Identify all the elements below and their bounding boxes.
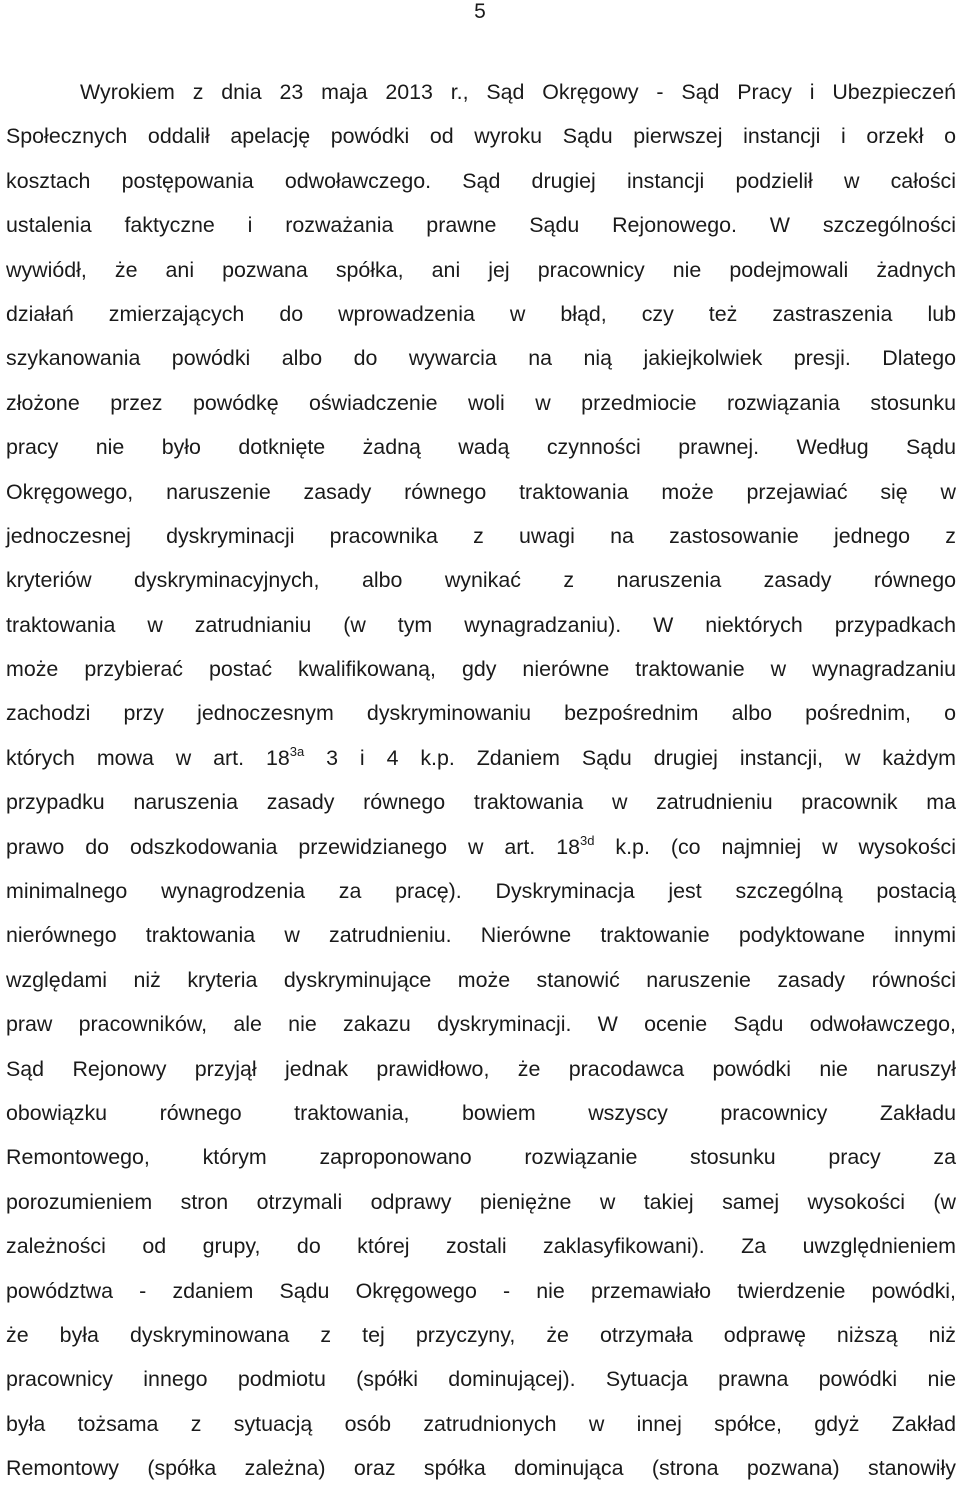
text-line: obowiązku równego traktowania, bowiem wszyscy pracownicy Zakładu [6,1100,956,1125]
text-line: minimalnego wynagrodzenia za pracę). Dyskryminacja jest szczególną postacią [6,879,956,904]
text-line: złożone przez powódkę oświadczenie woli w przedmiocie rozwiązania stosunku [6,390,956,415]
text-line: traktowania w zatrudnianiu (w tym wynagradzaniu). W niektórych przypadkach [6,612,956,637]
body-paragraph [6,70,956,1491]
text-line: porozumieniem stron otrzymali odprawy pieniężne w takiej samej wysokości (w [6,1189,956,1214]
text-line: pracownicy innego podmiotu (spółki dominującej). Sytuacja prawna powódki nie [6,1367,956,1392]
text-line: Okręgowego, naruszenie zasady równego traktowania może przejawiać się w [6,479,956,504]
text-line: Remontowy (spółka zależna) oraz spółka dominująca (strona pozwana) stanowiły [6,1456,956,1481]
text-segment: 3 i 4 k.p. Zdaniem Sądu drugiej instancji, w każdym [304,745,956,770]
text-line: Sąd Rejonowy przyjął jednak prawidłowo, że pracodawca powódki nie naruszył [6,1056,956,1081]
text-line: nierównego traktowania w zatrudnieniu. Nierówne traktowanie podyktowane innymi [6,923,956,948]
article-superscript: 3d [580,832,595,848]
text-line: była tożsama z sytuacją osób zatrudnionych w innej spółce, gdyż Zakład [6,1411,956,1436]
text-line: może przybierać postać kwalifikowaną, gdy nierówne traktowanie w wynagradzaniu [6,657,956,682]
text-segment: których mowa w art. 18 [6,745,290,770]
article-superscript: 3a [289,743,305,759]
text-segment: k.p. (co najmniej w wysokości [594,834,956,859]
text-line: kosztach postępowania odwoławczego. Sąd drugiej instancji podzielił w całości [6,168,956,193]
text-line: że była dyskryminowana z tej przyczyny, że otrzymała odprawę niższą niż [6,1322,956,1347]
text-line: wywiódł, że ani pozwana spółka, ani jej pracownicy nie podejmowali żadnych [6,257,956,282]
text-line: zależności od grupy, do której zostali zaklasyfikowani). Za uwzględnieniem [6,1234,956,1259]
text-line: Wyrokiem z dnia 23 maja 2013 r., Sąd Okręgowy - Sąd Pracy i Ubezpieczeń [80,80,956,104]
text-line: szykanowania powódki albo do wywarcia na nią jakiejkolwiek presji. Dlatego [6,346,956,371]
text-line: działań zmierzających do wprowadzenia w błąd, czy też zastraszenia lub [6,301,956,326]
text-line: praw pracowników, ale nie zakazu dyskryminacji. W ocenie Sądu odwoławczego, [6,1012,956,1037]
text-segment: prawo do odszkodowania przewidzianego w art. 18 [6,834,580,859]
text-line: pracy nie było dotknięte żadną wadą czynności prawnej. Według Sądu [6,435,956,460]
text-line: kryteriów dyskryminacyjnych, albo wynikać z naruszenia zasady równego [6,568,956,593]
text-line: zachodzi przy jednoczesnym dyskryminowaniu bezpośrednim albo pośrednim, o [6,701,956,726]
text-line: Remontowego, którym zaproponowano rozwiązanie stosunku pracy za [6,1145,956,1170]
text-line: względami niż kryteria dyskryminujące może stanowić naruszenie zasady równości [6,967,956,992]
text-line-with-superscript [6,825,956,869]
text-line-with-superscript [6,736,956,780]
text-line: przypadku naruszenia zasady równego traktowania w zatrudnieniu pracownik ma [6,790,956,815]
text-line: ustalenia faktyczne i rozważania prawne Sądu Rejonowego. W szczególności [6,213,956,238]
text-line: powództwa - zdaniem Sądu Okręgowego - nie przemawiało twierdzenie powódki, [6,1278,956,1303]
text-line: jednoczesnej dyskryminacji pracownika z uwagi na zastosowanie jednego z [6,523,956,548]
text-line: Społecznych oddalił apelację powódki od wyroku Sądu pierwszej instancji i orzekł o [6,124,956,149]
page-number: 5 [474,0,486,23]
